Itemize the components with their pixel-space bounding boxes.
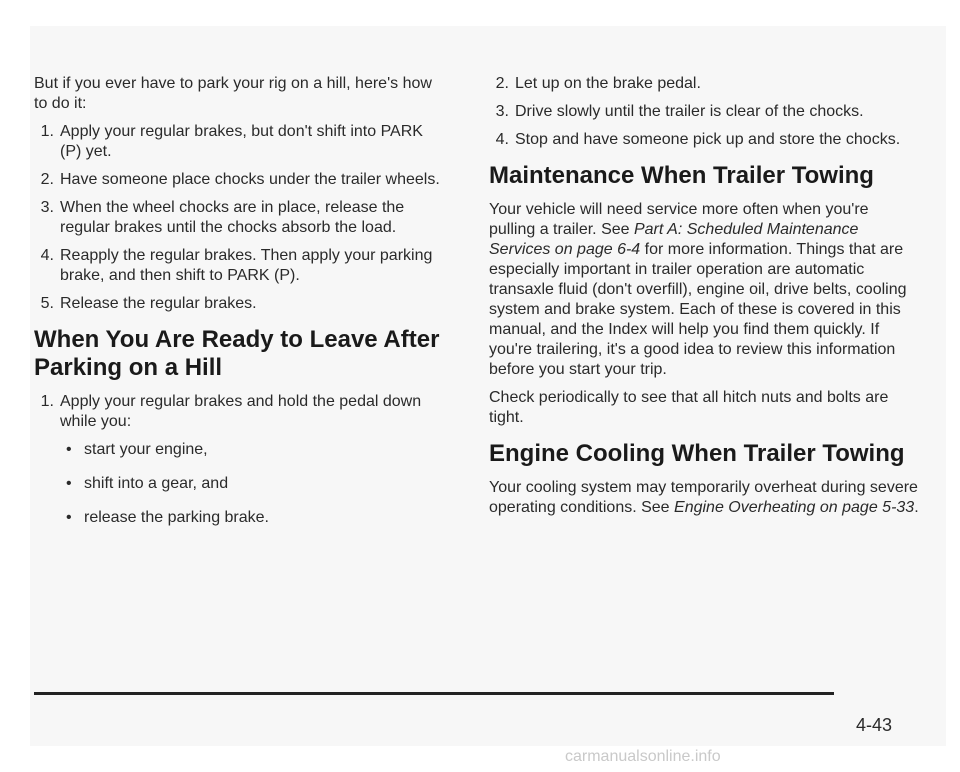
list-item: 4. Reapply the regular brakes. Then apply your parking brake, and then shift to PARK (P).: [40, 247, 433, 284]
right-column: [489, 74, 919, 526]
list-item: 4. Stop and have someone pick up and store the chocks.: [495, 131, 901, 148]
continued-steps-list: [489, 74, 919, 150]
page-number: 4-43: [856, 715, 893, 735]
watermark: carmanualsonline.info: [565, 748, 721, 765]
cross-reference-link[interactable]: Engine Overheating on page 5-33: [674, 499, 915, 516]
footer-rule: [34, 692, 834, 695]
list-item: 1. Apply your regular brakes, but don't shift into PARK (P) yet.: [40, 123, 423, 160]
list-item: 2. Let up on the brake pedal.: [495, 75, 701, 92]
section-heading-engine-cooling: Engine Cooling When Trailer Towing: [489, 440, 905, 467]
section-heading-leave-hill: When You Are Ready to Leave After Parking on a Hill: [34, 326, 440, 381]
bullet-icon: •: [66, 441, 72, 458]
list-item: 5. Release the regular brakes.: [40, 295, 257, 312]
leave-bullets-list: [34, 440, 446, 528]
intro-paragraph: But if you ever have to park your rig on a hill, here's how to do it:: [34, 75, 432, 112]
list-item: 2. Have someone place chocks under the trailer wheels.: [40, 171, 440, 188]
bullet-icon: •: [66, 475, 72, 492]
maintenance-paragraph: Your vehicle will need service more often when you're pulling a trailer. See Part A: Scheduled Maintenance Services on page 6-4 for more information. Things that are especially important in trailer operation are automatic transaxle fluid (don't overfill), engine oil, drive belts, cooling system and brake system. Each of these is covered in this manual, and the Index will help you find them quickly. If you're trailering, it's a good idea to review this information before you start your trip.: [489, 201, 907, 378]
list-item: 3. Drive slowly until the trailer is clear of the chocks.: [495, 103, 864, 120]
list-item: • start your engine,: [66, 441, 208, 458]
section-heading-maintenance: Maintenance When Trailer Towing: [489, 162, 874, 189]
leave-steps-list: [34, 392, 446, 432]
list-item: 3. When the wheel chocks are in place, release the regular brakes until the chocks absorb the load.: [40, 199, 405, 236]
parking-steps-list: [34, 122, 446, 314]
bullet-icon: •: [66, 509, 72, 526]
cooling-paragraph: Your cooling system may temporarily overheat during severe operating conditions. See Engine Overheating on page 5-33.: [489, 479, 919, 516]
list-item: • shift into a gear, and: [66, 475, 229, 492]
list-item: • release the parking brake.: [66, 509, 269, 526]
list-item: 1. Apply your regular brakes and hold the pedal down while you:: [40, 393, 422, 430]
cross-reference-link[interactable]: Part A: Scheduled Maintenance Services on page 6-4: [489, 221, 859, 258]
hitch-check-paragraph: Check periodically to see that all hitch nuts and bolts are tight.: [489, 389, 889, 426]
left-column: [34, 74, 446, 542]
